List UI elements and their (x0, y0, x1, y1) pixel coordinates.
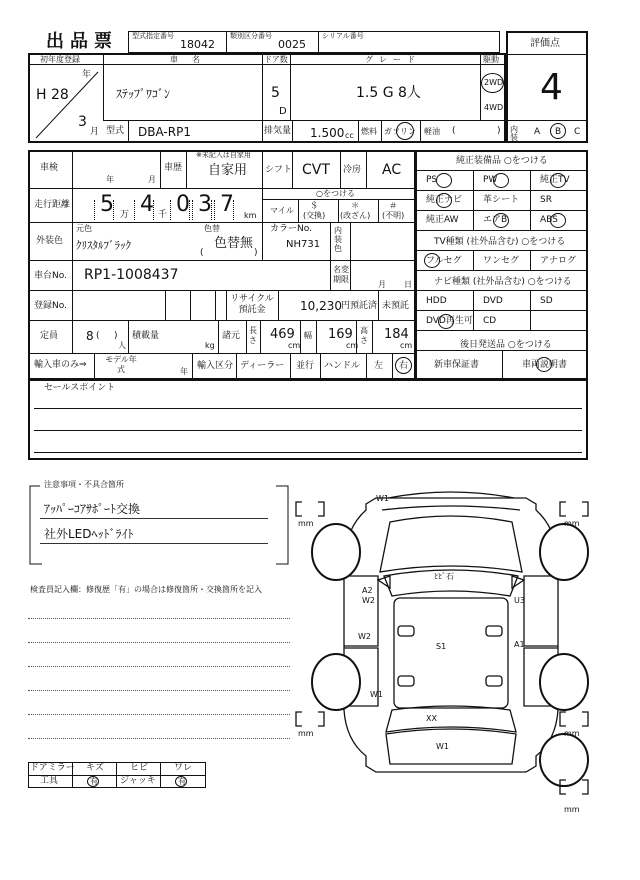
equipment-row-line (416, 230, 588, 231)
model-no: 18042 (180, 38, 215, 51)
mileage-digit: 4 (140, 192, 154, 217)
original-color: ｸﾘｽﾀﾙﾌﾞﾗｯｸ (76, 239, 131, 252)
handle-right-circle (395, 357, 412, 374)
interior-b-circle (550, 123, 566, 139)
mileage-digit-box (134, 200, 154, 220)
later-item: 車両説明書 (522, 360, 568, 370)
equipment-row-line (416, 330, 588, 331)
damage-mark: A1 (514, 640, 525, 649)
navi-item: SD (540, 296, 553, 306)
mileage-digit: 3 (198, 192, 212, 217)
navi-item: DVD再生可 (426, 316, 473, 326)
navi-item: HDD (426, 296, 447, 306)
damage-mark: U3 (514, 596, 525, 605)
model-type: DBA-RP1 (138, 125, 191, 139)
tv-item: ワンセグ (483, 256, 520, 266)
equipment-circle (550, 173, 566, 188)
mm-unit: mm (298, 729, 314, 738)
damage-mark: A2 W2 (362, 586, 375, 605)
mm-unit: mm (564, 519, 580, 528)
mileage-digit-box (170, 200, 190, 220)
equipment-col-line (530, 170, 531, 230)
shift: CVT (302, 162, 330, 178)
equipment-item: 純正AW (426, 215, 459, 225)
equipment-col-line (502, 350, 503, 380)
notes-bracket (26, 478, 296, 568)
damage-mark: W1 (370, 690, 383, 699)
first-reg-month: 3 (78, 114, 87, 130)
inspector-note: 検査員記入欄：修復歴「有」の場合は修復箇所・交換箇所を記入 (30, 585, 262, 594)
mm-unit: mm (564, 805, 580, 814)
grade: 1.5 G 8人 (356, 85, 421, 101)
equipment-row-line (416, 270, 588, 271)
tool-present-circle (87, 776, 99, 787)
first-reg-era: H 28 (36, 87, 69, 103)
width: 169 (328, 327, 353, 342)
equipment-item: PW (483, 175, 498, 185)
recycle-amount: 10,230 (300, 299, 342, 313)
serial-label: シリアル番号 (322, 32, 364, 40)
score-value: 4 (540, 67, 563, 108)
equipment-item: 純正TV (540, 175, 570, 185)
equipment-item: ABS (540, 215, 558, 225)
mileage-digit: 7 (220, 192, 234, 217)
damage-mark: ﾋﾋﾞ石 (434, 572, 454, 581)
model-no-label: 型式指定番号 (132, 32, 174, 40)
equipment-col-line (530, 290, 531, 330)
equipment-row-line (416, 250, 588, 251)
color-no: NH731 (286, 239, 321, 250)
equipment-row-line (416, 190, 588, 191)
doors: 5 (271, 85, 280, 101)
cooler: AC (382, 162, 402, 178)
damage-mark: W1 (436, 742, 449, 751)
tv-item: アナログ (540, 256, 577, 266)
tv-fullseg-circle (424, 253, 440, 268)
category-label: 類別区分番号 (230, 32, 272, 40)
mileage-digit: 0 (176, 192, 190, 217)
equipment-col-line (530, 250, 531, 270)
mileage-digit-box (214, 200, 234, 220)
equipment-col-line (473, 250, 474, 270)
equipment-circle (493, 173, 509, 188)
equipment-circle (436, 193, 452, 208)
tv-item: フルセグ (426, 256, 462, 266)
length: 469 (270, 327, 295, 342)
mileage-digit-box (94, 200, 114, 220)
score-label: 評価点 (530, 38, 560, 49)
equipment-item: PS (426, 175, 438, 185)
equipment-col-line (473, 290, 474, 330)
jack-present-circle (175, 776, 187, 787)
equipment-row-line (416, 210, 588, 211)
note-line-2: 社外LEDﾍｯﾄﾞﾗｲﾄ (44, 527, 134, 541)
mm-unit: mm (298, 519, 314, 528)
equipment-row-line (416, 310, 588, 311)
equipment-col-line (473, 170, 474, 230)
equipment-item: 革シート (483, 195, 520, 205)
displacement: 1.500 (310, 126, 345, 140)
note-line-1: ｱｯﾊﾟｰｺｱｻﾎﾟｰﾄ交換 (44, 502, 141, 516)
capacity: 8 (86, 329, 94, 343)
equipment-row-line (416, 290, 588, 291)
chassis-no: RP1-1008437 (84, 267, 179, 283)
later-item: 新車保証書 (434, 360, 480, 370)
category-no: 0025 (278, 38, 306, 51)
color-change: 色替無 (214, 236, 254, 251)
equipment-circle (436, 173, 452, 188)
car-diagram (290, 480, 610, 810)
height: 184 (384, 327, 409, 342)
damage-mark: XX (426, 714, 437, 723)
navi-dvd-circle (438, 314, 454, 329)
equipment-item: エアB (483, 215, 508, 225)
mileage-digit-box (192, 200, 212, 220)
equipment-item: 純正ナビ (426, 195, 463, 205)
damage-mark: W1 (376, 494, 389, 503)
navi-item: CD (483, 316, 497, 326)
later-manual-circle (536, 357, 552, 372)
page-title: 出品票 (46, 31, 118, 52)
car-name: ｽﾃｯﾌﾟﾜｺﾞﾝ (116, 87, 171, 101)
damage-mark: W2 (358, 632, 371, 641)
equipment-circle (550, 213, 566, 228)
mileage-digit: 5 (100, 192, 114, 217)
fuel-gas-circle (396, 122, 414, 140)
interior-label: 内装 (510, 125, 518, 142)
navi-item: DVD (483, 296, 503, 306)
damage-mark: S1 (436, 642, 447, 651)
equipment-item: SR (540, 195, 552, 205)
equipment-circle (493, 213, 509, 228)
car-history: 自家用 (208, 163, 248, 178)
mm-unit: mm (564, 729, 580, 738)
